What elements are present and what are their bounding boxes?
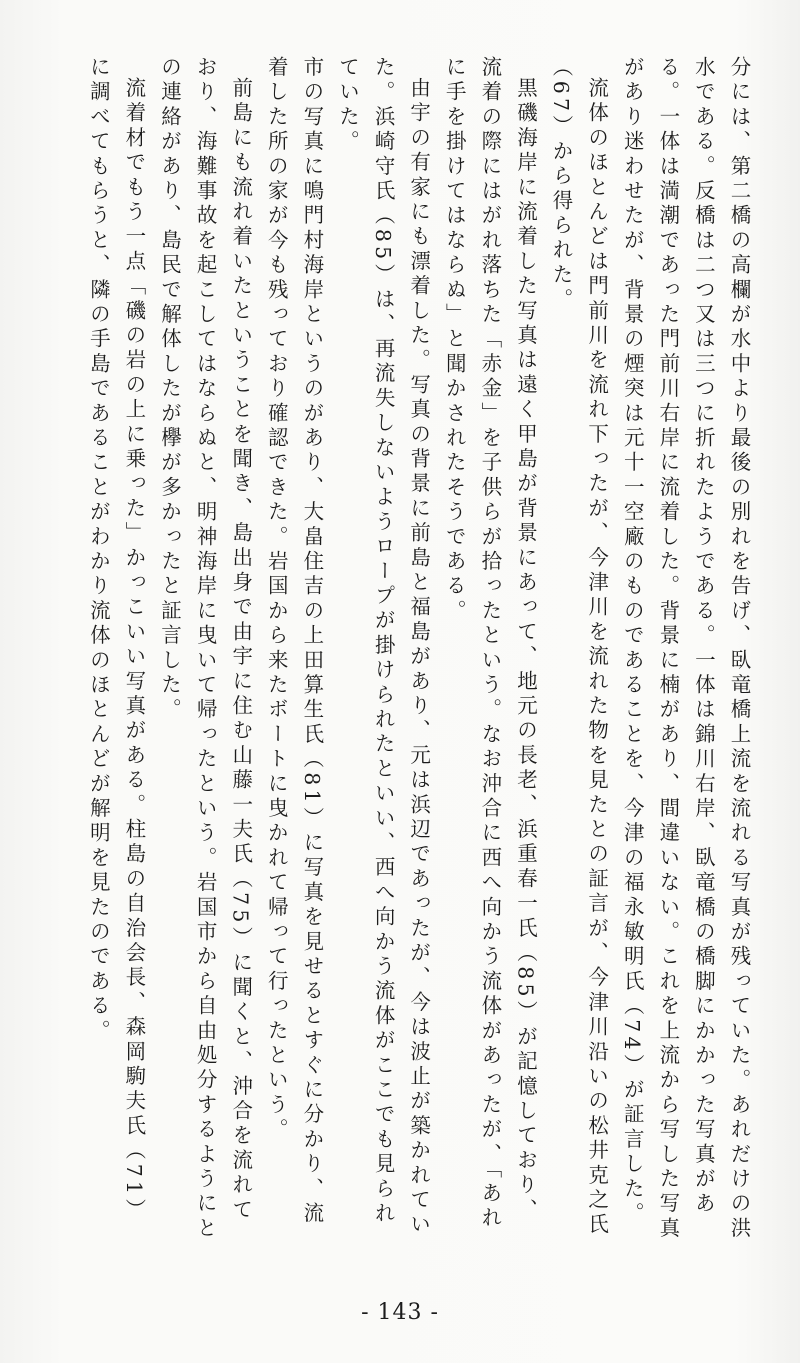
page-number: - 143 - xyxy=(361,1300,439,1325)
paragraph-5: 市の写真に鳴門村海岸というのがあり、大畠住吉の上田算生氏（81）に写真を見せるとすぐに分かり、流着した所の家が今も残っており確認できた。岩国から来たボートに曳かれて帰って行ったという。 xyxy=(264,56,324,1227)
paragraph-2: 流体のほとんどは門前川を流れ下ったが、今津川を流れた物を見たとの証言が、今津川沿いの松井克之氏（67）から得られた。 xyxy=(549,56,609,1238)
paragraph-7: 流着材でもう一点「磯の岩の上に乗った」かっこいい写真がある。柱島の自治会長、森岡駒夫氏（71）に調べてもらうと、隣の手島であることがわかり流体のほとんどが解明を見たのである。 xyxy=(86,56,146,1223)
paragraph-3: 黒磯海岸に流着した写真は遠く甲島が背景にあって、地元の長老、浜重春一氏（85）が記憶しており、流着の際にはがれ落ちた「赤金」を子供らが拾ったという。なお沖合に西へ向かう流体があったが、「あれに手を掛けてはならぬ」と聞かされたそうである。 xyxy=(442,56,538,1232)
paragraph-6: 前島にも流れ着いたということを聞き、島出身で由宇に住む山藤一夫氏（75）に聞くと、沖合を流れており、海難事故を起こしてはならぬと、明神海岸に曳いて帰ったという。岩国市から自由処分するようにとの連絡があり、島民で解体したが欅が多かったと証言した。 xyxy=(157,56,253,1242)
vertical-text-body xyxy=(56,56,756,1246)
paragraph-1: 分には、第二橋の高欄が水中より最後の別れを告げ、臥竜橋上流を流れる写真が残っていた。あれだけの洪水である。反橋は二つ又は三つに折れたようである。一体は錦川右岸、臥竜橋の橋脚にかかった写真がある。一体は満潮であった門前川右岸に流着した。背景に楠があり、間違いない。これを上流から写した写真があり迷わせたが、背景の煙突は元十一空廠のものであることを、今津の福永敏明氏（74）が証言した。 xyxy=(620,56,751,1242)
paragraph-4: 由宇の有家にも漂着した。写真の背景に前島と福島があり、元は浜辺であったが、今は波止が築かれていた。浜崎守氏（85）は、再流失しないようロープが掛けられたといい、西へ向かう流体がここでも見られていた。 xyxy=(335,56,431,1238)
